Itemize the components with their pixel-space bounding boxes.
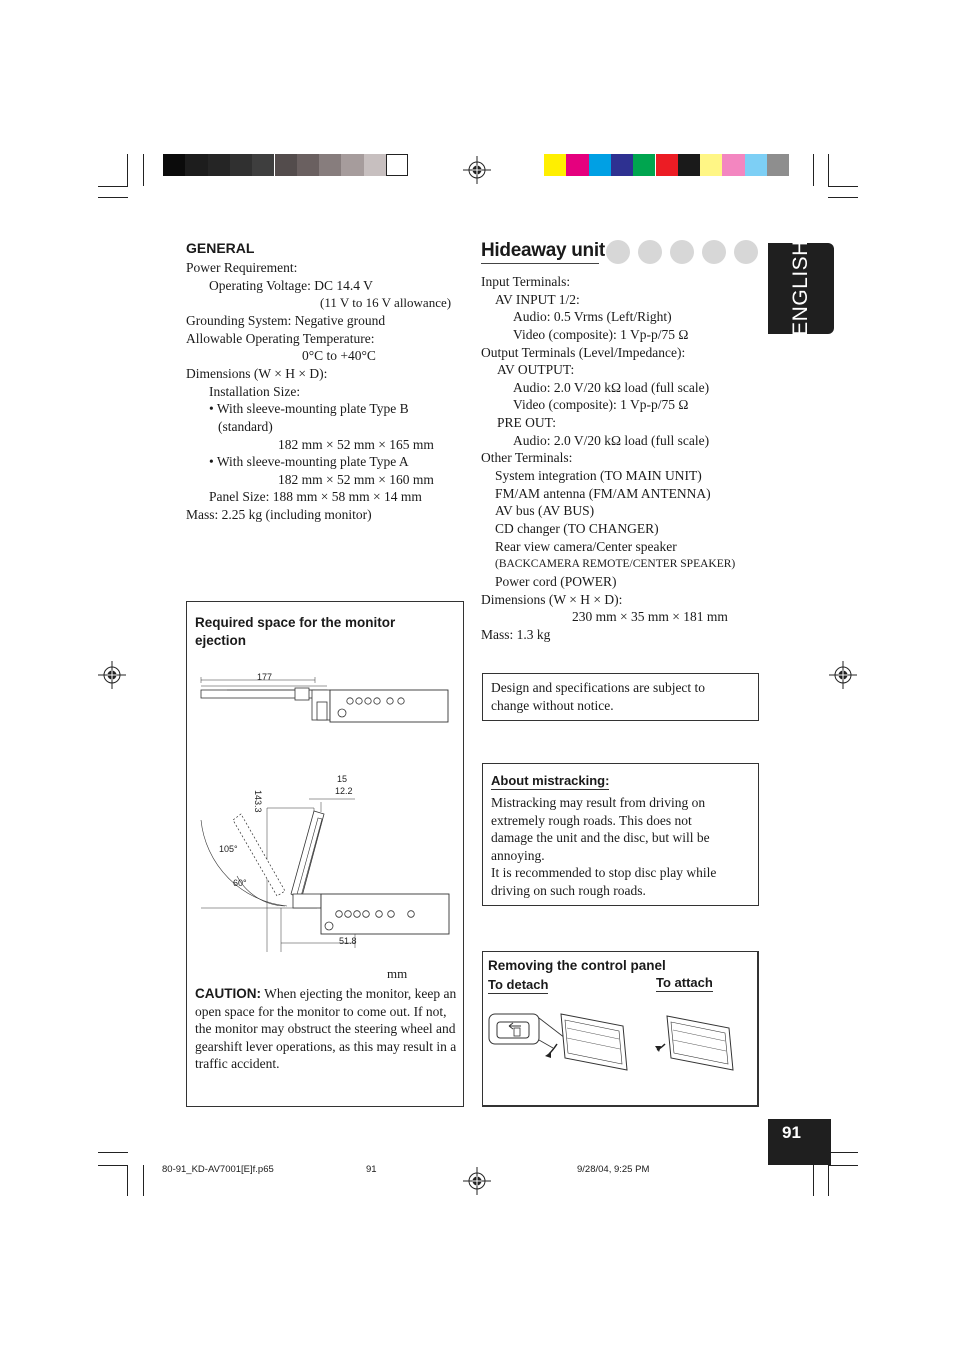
- color-swatch: [722, 154, 744, 176]
- mistracking-line: It is recommended to stop disc play while: [491, 865, 717, 881]
- heading-underline: [481, 263, 599, 264]
- spec-line: Rear view camera/Center speaker: [495, 539, 677, 554]
- registration-mark-bottom: [463, 1167, 491, 1195]
- registration-mark-right: [829, 661, 857, 689]
- spec-line: (11 V to 16 V allowance): [320, 295, 452, 310]
- spec-line: Video (composite): 1 Vp-p/75 Ω: [513, 397, 689, 412]
- spec-line: (standard): [218, 419, 273, 434]
- color-swatch: [745, 154, 767, 176]
- angle-105: 105°: [219, 844, 238, 854]
- spec-line: Other Terminals:: [481, 450, 573, 465]
- spec-line: Power cord (POWER): [495, 574, 617, 589]
- color-swatch: [633, 154, 655, 176]
- gray-swatch: [341, 154, 363, 176]
- caution-label: CAUTION:: [195, 986, 261, 1001]
- spec-line: Power Requirement:: [186, 260, 298, 275]
- spec-line: • With sleeve-mounting plate Type B: [209, 401, 409, 416]
- spec-line: Operating Voltage: DC 14.4 V: [209, 278, 373, 293]
- spec-line: System integration (TO MAIN UNIT): [495, 468, 702, 483]
- gray-swatch: [252, 154, 274, 176]
- spec-line: Audio: 0.5 Vrms (Left/Right): [513, 309, 672, 324]
- decorative-dot: [734, 240, 758, 264]
- spec-line: CD changer (TO CHANGER): [495, 521, 659, 536]
- attach-label: To attach: [656, 975, 713, 990]
- attach-illustration: [653, 1010, 743, 1080]
- spec-line: Mass: 2.25 kg (including monitor): [186, 507, 372, 522]
- monitor-ejection-heading: Required space for the monitor ejection: [195, 615, 396, 648]
- gray-swatch: [275, 154, 297, 176]
- spec-line: PRE OUT:: [497, 415, 556, 430]
- mistracking-line: extremely rough roads. This does not: [491, 812, 692, 828]
- spec-line: Installation Size:: [209, 384, 301, 399]
- spec-line: FM/AM antenna (FM/AM ANTENNA): [495, 486, 711, 501]
- angle-60: 60°: [233, 878, 247, 888]
- gray-swatch: [230, 154, 252, 176]
- color-swatch: [589, 154, 611, 176]
- spec-line: Panel Size: 188 mm × 58 mm × 14 mm: [209, 489, 422, 504]
- gray-swatch: [319, 154, 341, 176]
- gray-swatch: [297, 154, 319, 176]
- caution-text: [195, 985, 457, 1073]
- spec-line: Allowable Operating Temperature:: [186, 331, 375, 346]
- monitor-ejection-diagram: [197, 668, 459, 958]
- color-swatch: [678, 154, 700, 176]
- general-heading: GENERAL: [186, 240, 255, 256]
- dim-51-8: 51.8: [339, 936, 357, 946]
- spec-line: Dimensions (W × H × D):: [186, 366, 328, 381]
- dim-15: 15: [337, 774, 348, 784]
- spec-line: 182 mm × 52 mm × 160 mm: [278, 472, 434, 487]
- language-tab: [768, 240, 834, 336]
- page-number-tab: [768, 1119, 831, 1165]
- control-panel-heading: Removing the control panel: [488, 958, 666, 973]
- spec-line: 0°C to +40°C: [302, 348, 376, 363]
- detach-label: To detach: [488, 977, 549, 992]
- registration-mark-left: [98, 661, 126, 689]
- unit-label: mm: [387, 966, 408, 981]
- spec-line: • With sleeve-mounting plate Type A: [209, 454, 409, 469]
- spec-line: 230 mm × 35 mm × 181 mm: [572, 609, 728, 624]
- color-swatch: [656, 154, 678, 176]
- spec-line: AV bus (AV BUS): [495, 503, 595, 518]
- color-swatch: [700, 154, 722, 176]
- spec-line: Input Terminals:: [481, 274, 571, 289]
- color-swatch: [544, 154, 566, 176]
- caution-body: When ejecting the monitor, keep an open space for the monitor to come out. If not, the monitor may obstruct the steering wheel and gearshift lever operations, as this may result in a traffic accident.: [195, 986, 457, 1072]
- page-number: 91: [782, 1123, 801, 1142]
- gray-swatch: [185, 154, 207, 176]
- decorative-dot: [670, 240, 694, 264]
- dim-12-2: 12.2: [335, 786, 353, 796]
- footer-file: 80-91_KD-AV7001[E]f.p65: [162, 1164, 274, 1175]
- spec-line: Output Terminals (Level/Impedance):: [481, 345, 686, 360]
- monitor-ejection-box: [186, 601, 464, 1107]
- spec-line: 182 mm × 52 mm × 165 mm: [278, 437, 434, 452]
- spec-line: Video (composite): 1 Vp-p/75 Ω: [513, 327, 689, 342]
- hideaway-heading: Hideaway unit: [481, 240, 605, 261]
- notice-text: Design and specifications are subject to change without notice.: [491, 680, 706, 713]
- spec-line: (BACKCAMERA REMOTE/CENTER SPEAKER): [495, 558, 736, 570]
- detach-label-wrap: [488, 976, 548, 994]
- notice-box: [482, 673, 759, 721]
- footer-page: 91: [366, 1164, 377, 1175]
- detach-illustration: [487, 1008, 637, 1078]
- spec-line: Grounding System: Negative ground: [186, 313, 386, 328]
- mistracking-line: annoying.: [491, 847, 545, 863]
- color-swatch: [566, 154, 588, 176]
- spec-line: Audio: 2.0 V/20 kΩ load (full scale): [513, 380, 710, 395]
- registration-mark-top: [463, 156, 491, 184]
- mistracking-line: damage the unit and the disc, but will be: [491, 830, 710, 846]
- mistracking-heading-wrap: [491, 772, 609, 790]
- footer-date: 9/28/04, 9:25 PM: [577, 1164, 650, 1175]
- dim-143-3: 143.3: [253, 790, 263, 813]
- dim-177: 177: [257, 672, 273, 682]
- decorative-dot: [606, 240, 630, 264]
- gray-swatch: [163, 154, 185, 176]
- decorative-dot: [638, 240, 662, 264]
- mistracking-box: [482, 763, 759, 906]
- spec-line: AV OUTPUT:: [497, 362, 575, 377]
- color-swatch: [611, 154, 633, 176]
- control-panel-box: [482, 951, 759, 1107]
- attach-label-wrap: [656, 974, 713, 992]
- gray-swatch: [364, 154, 386, 176]
- mistracking-heading: About mistracking:: [491, 773, 610, 788]
- spec-line: Mass: 1.3 kg: [481, 627, 551, 642]
- decorative-dot: [702, 240, 726, 264]
- gray-swatch: [386, 154, 408, 176]
- spec-line: AV INPUT 1/2:: [495, 292, 580, 307]
- language-tab-label: ENGLISH: [789, 240, 812, 336]
- spec-line: Audio: 2.0 V/20 kΩ load (full scale): [513, 433, 710, 448]
- mistracking-line: Mistracking may result from driving on: [491, 795, 706, 810]
- mistracking-line: driving on such rough roads.: [491, 883, 646, 898]
- color-swatch: [767, 154, 789, 176]
- spec-line: Dimensions (W × H × D):: [481, 592, 623, 607]
- gray-swatch: [208, 154, 230, 176]
